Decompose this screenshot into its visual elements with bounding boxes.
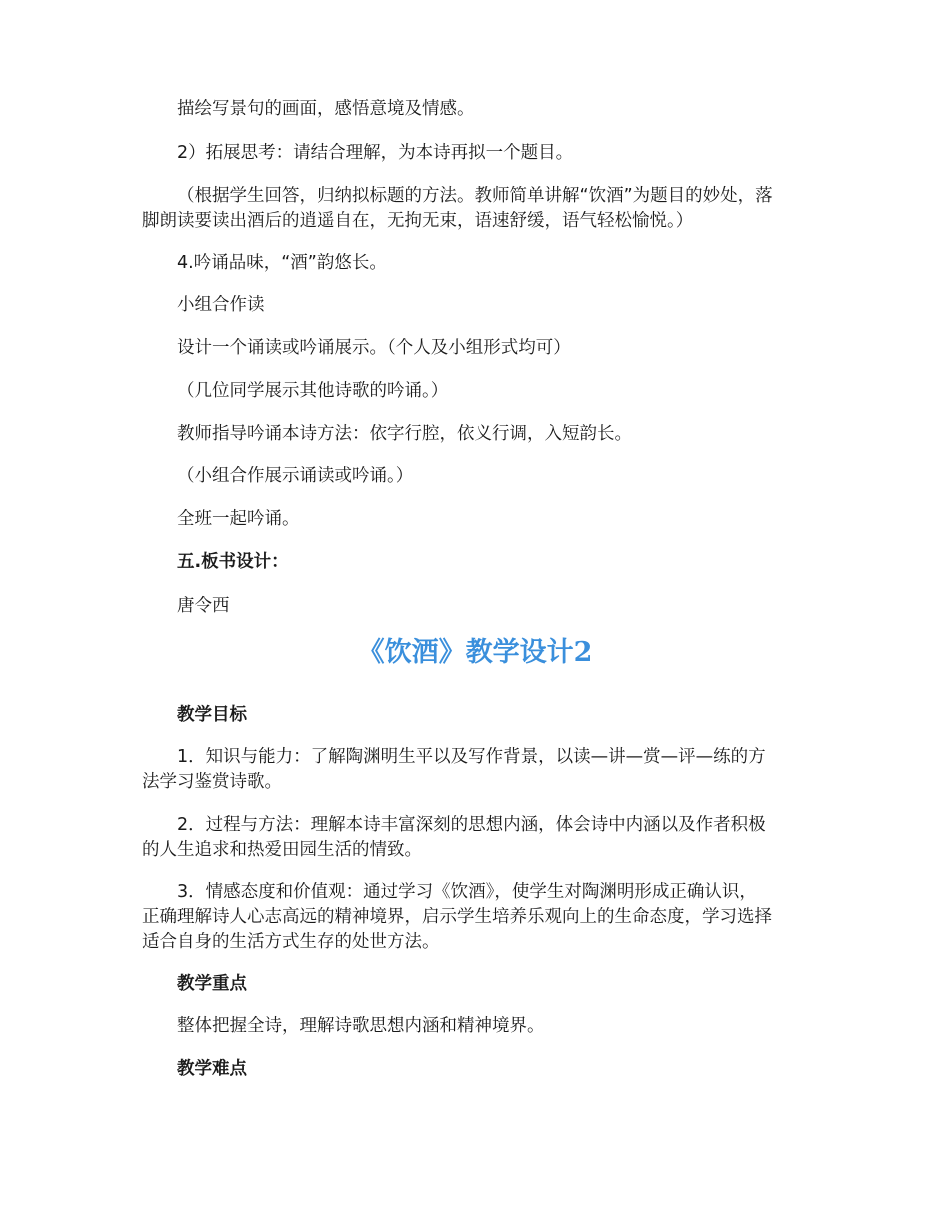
paragraph-line: 适合自身的生活方式生存的处世方法。 (142, 932, 440, 952)
section-heading: 教学目标 (177, 705, 247, 725)
section-heading: 教学难点 (177, 1059, 247, 1079)
paragraph-line: 全班一起吟诵。 (177, 509, 300, 529)
paragraph-line: （几位同学展示其他诗歌的吟诵。） (177, 381, 449, 401)
paragraph-line: 3．情感态度和价值观：通过学习《饮酒》，使学生对陶渊明形成正确认识， (177, 882, 757, 902)
title-number: 2 (573, 637, 593, 668)
paragraph-line: 设计一个诵读或吟诵展示。（个人及小组形式均可） (177, 338, 571, 358)
paragraph-line: 2）拓展思考：请结合理解，为本诗再拟一个题目。 (177, 143, 574, 163)
paragraph-line: 整体把握全诗，理解诗歌思想内涵和精神境界。 (177, 1016, 545, 1036)
title-text: 《饮酒》教学设计 (357, 637, 574, 668)
paragraph-line: 小组合作读 (177, 295, 265, 315)
paragraph-line: 教师指导吟诵本诗方法：依字行腔，依义行调，入短韵长。 (177, 424, 632, 444)
paragraph-line: 唐令西 (177, 596, 230, 616)
paragraph-line: （根据学生回答，归纳拟标题的方法。教师简单讲解“饮酒”为题目的妙处，落 (177, 186, 773, 206)
paragraph-line: 正确理解诗人心志高远的精神境界，启示学生培养乐观向上的生命态度，学习选择 (142, 907, 772, 927)
section-heading: 教学重点 (177, 974, 247, 994)
paragraph-line: 1．知识与能力：了解陶渊明生平以及写作背景，以读—讲—赏—评—练的方 (177, 747, 766, 767)
paragraph-line: 2．过程与方法：理解本诗丰富深刻的思想内涵，体会诗中内涵以及作者积极 (177, 815, 766, 835)
paragraph-line: 脚朗读要读出酒后的逍遥自在，无拘无束，语速舒缓，语气轻松愉悦。） (142, 211, 694, 231)
section-heading: 五.板书设计： (177, 552, 289, 572)
paragraph-line: 4.吟诵品味，“酒”韵悠长。 (177, 253, 387, 273)
paragraph-line: 法学习鉴赏诗歌。 (142, 772, 282, 792)
paragraph-line: 的人生追求和热爱田园生活的情致。 (142, 840, 422, 860)
paragraph-line: 描绘写景句的画面，感悟意境及情感。 (177, 99, 475, 119)
paragraph-line: （小组合作展示诵读或吟诵。） (177, 466, 414, 486)
document-title (0, 633, 950, 673)
